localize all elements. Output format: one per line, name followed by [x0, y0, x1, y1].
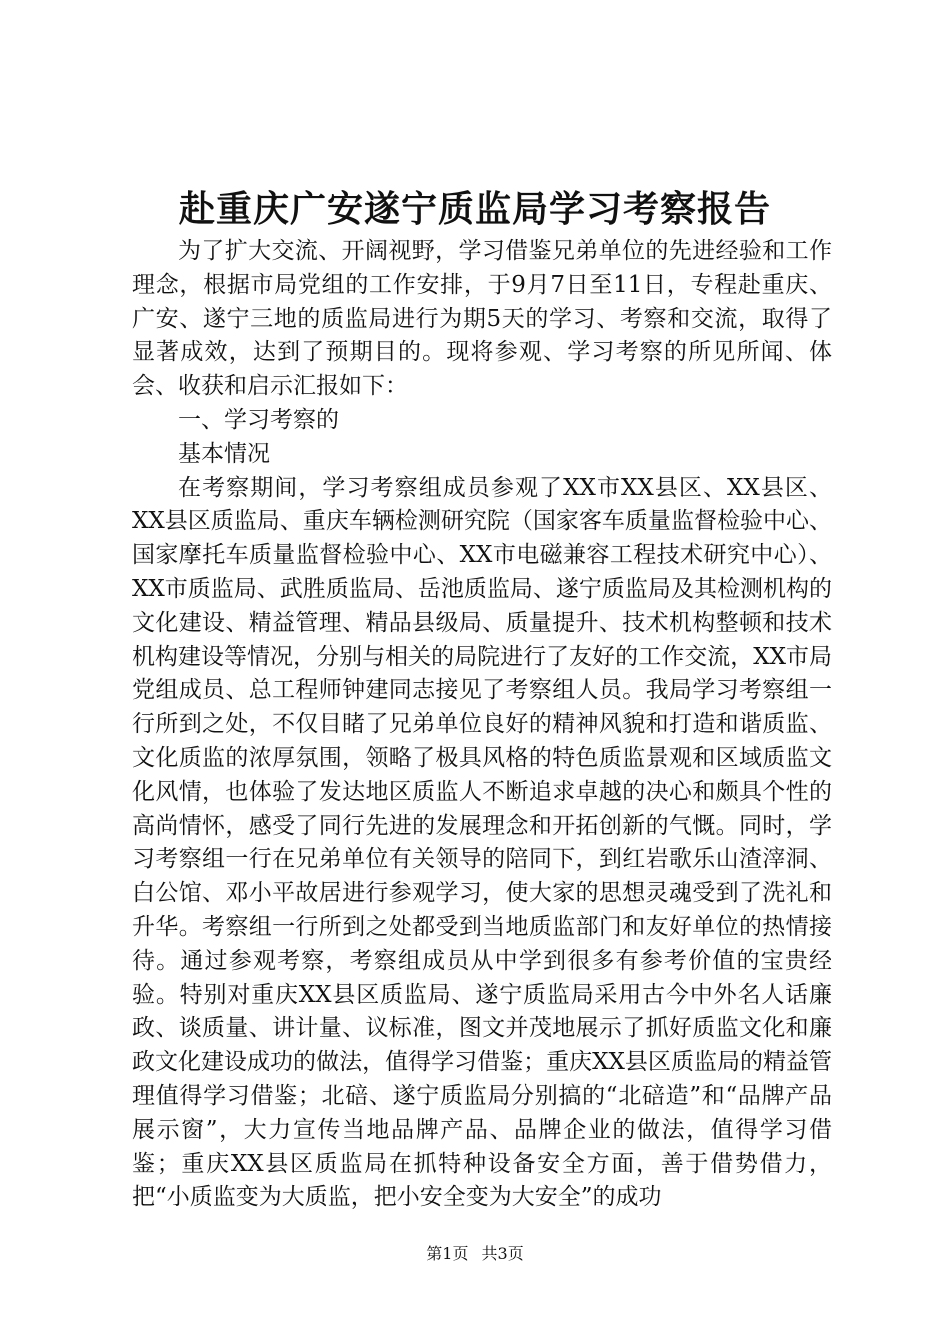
- document-body: [132, 235, 832, 1215]
- body-paragraph: 在考察期间，学习考察组成员参观了XX市XX县区、XX县区、XX县区质监局、重庆车辆检测研究院（国家客车质量监督检验中心、国家摩托车质量监督检验中心、XX市电磁兼容工程技术研究中心）、XX市质监局、武胜质监局、岳池质监局、遂宁质监局及其检测机构的文化建设、精益管理、精品县级局、质量提升、技术机构整顿和技术机构建设等情况，分别与相关的局院进行了友好的工作交流，XX市局党组成员、总工程师钟建同志接见了考察组人员。我局学习考察组一行所到之处，不仅目睹了兄弟单位良好的精神风貌和打造和谐质监、文化质监的浓厚氛围，领略了极具风格的特色质监景观和区域质监文化风情，也体验了发达地区质监人不断追求卓越的决心和颇具个性的高尚情怀，感受了同行先进的发展理念和开拓创新的气慨。同时，学习考察组一行在兄弟单位有关领导的陪同下，到红岩歌乐山渣滓洞、白公馆、邓小平故居进行参观学习，使大家的思想灵魂受到了洗礼和升华。考察组一行所到之处都受到当地质监部门和友好单位的热情接待。通过参观考察，考察组成员从中学到很多有参考价值的宝贵经验。特别对重庆XX县区质监局、遂宁质监局采用古今中外名人话廉政、谈质量、讲计量、议标准，图文并茂地展示了抓好质监文化和廉政文化建设成功的做法，值得学习借鉴；重庆XX县区质监局的精益管理值得学习借鉴；北碚、遂宁质监局分别搞的“北碚造”和“品牌产品展示窗”，大力宣传当地品牌产品、品牌企业的做法，值得学习借鉴；重庆XX县区质监局在抓特种设备安全方面，善于借势借力，把“小质监变为大质监，把小安全变为大安全”的成功: [132, 474, 832, 1211]
- page-footer: [0, 1243, 950, 1265]
- document-title: 赴重庆广安遂宁质监局学习考察报告: [178, 188, 771, 230]
- section-heading-continued: 基本情况: [178, 440, 270, 467]
- intro-paragraph: 为了扩大交流、开阔视野，学习借鉴兄弟单位的先进经验和工作理念，根据市局党组的工作安排，于9月7日至11日，专程赴重庆、广安、遂宁三地的质监局进行为期5天的学习、考察和交流，取得了显著成效，达到了预期目的。现将参观、学习考察的所见所闻、体会、收获和启示汇报如下：: [132, 238, 832, 400]
- page-total: 共3页: [481, 1244, 524, 1263]
- section-heading: 一、学习考察的: [178, 406, 339, 433]
- page-number: 第1页: [426, 1244, 469, 1263]
